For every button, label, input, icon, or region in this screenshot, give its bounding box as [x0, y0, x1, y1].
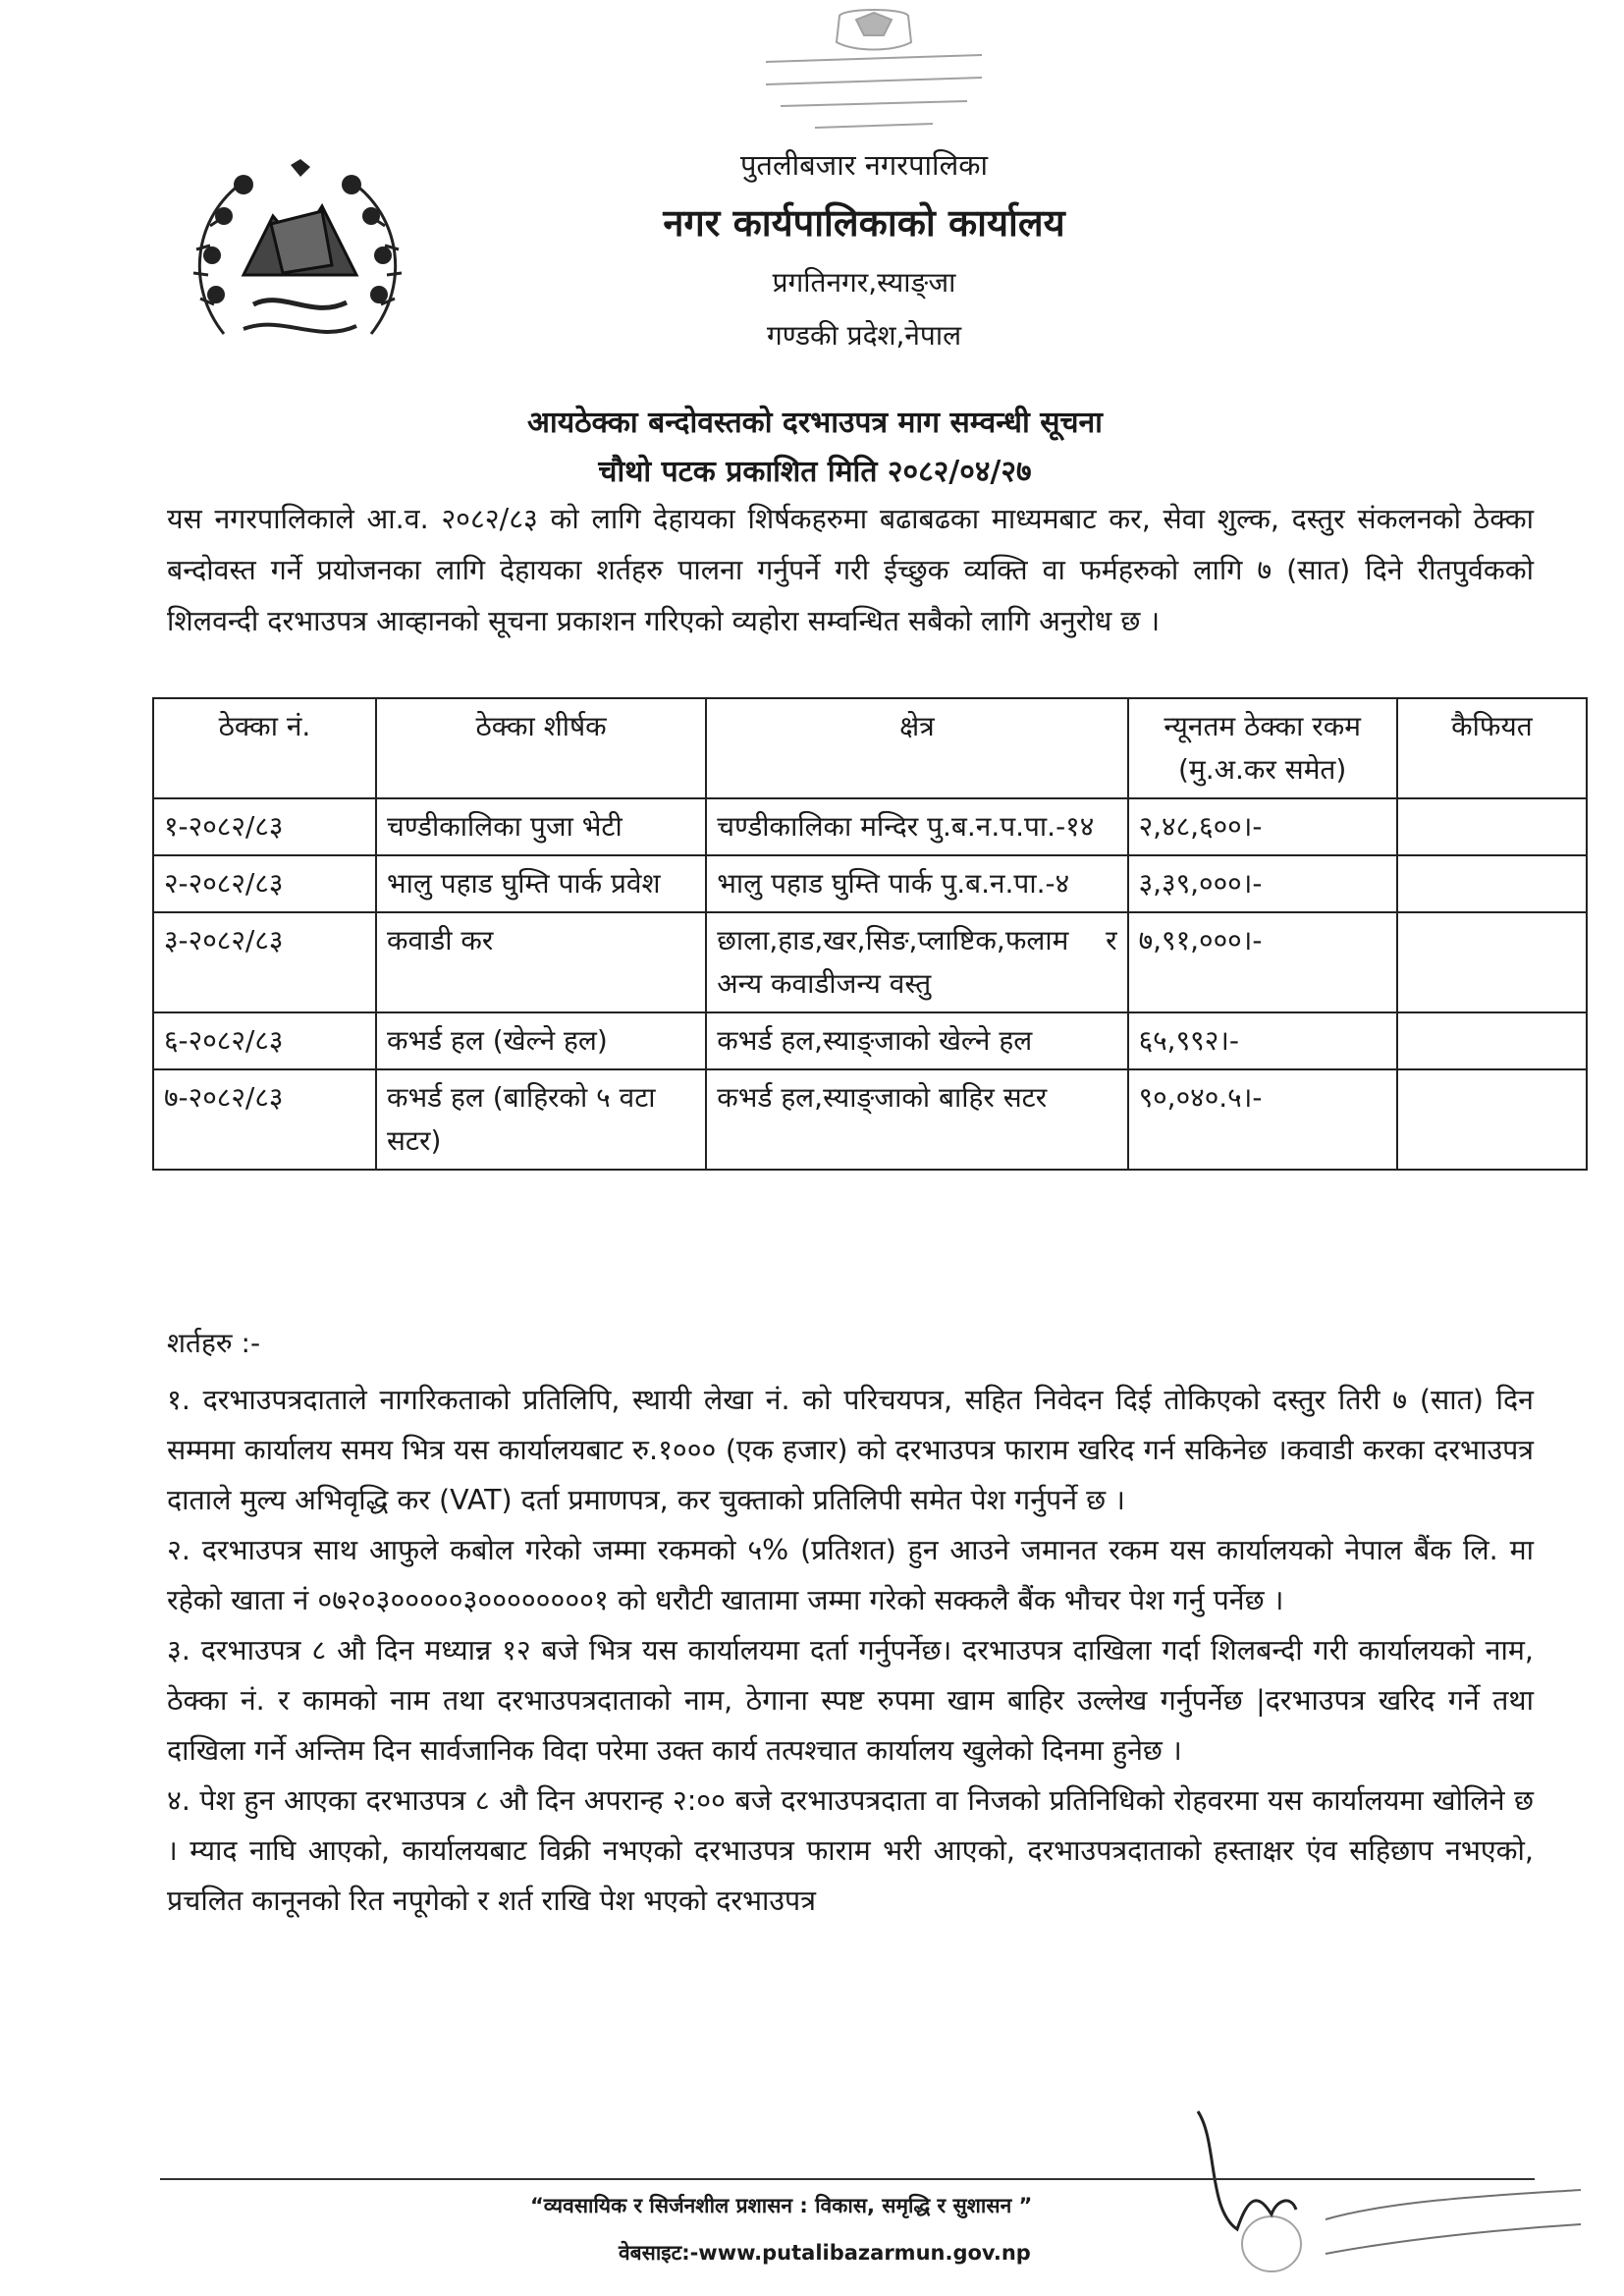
table-row — [153, 798, 1587, 855]
address-line-1: प्रगतिनगर,स्याङ्जा — [772, 266, 956, 299]
contract-area: छाला,हाड,खर,सिङ,प्लाष्टिक,फलाम र अन्य कवाडीजन्य वस्तु — [706, 912, 1127, 1012]
contract-amount: २,४८,६००।- — [1128, 798, 1397, 855]
office-name: नगर कार्यपालिकाको कार्यालय — [663, 201, 1065, 245]
contract-area: भालु पहाड घुम्ति पार्क पु.ब.न.पा.-४ — [706, 855, 1127, 912]
header-area: क्षेत्र — [706, 698, 1127, 798]
table-row — [153, 1012, 1587, 1069]
table-header-row — [153, 698, 1587, 798]
contract-amount: ३,३९,०००।- — [1128, 855, 1397, 912]
contract-no: १-२०८२/८३ — [153, 798, 376, 855]
footer-website: वेबसाइट:-www.putalibazarmun.gov.np — [619, 2241, 1031, 2265]
signature-graphic — [1178, 2082, 1591, 2288]
contract-amount: ७,९१,०००।- — [1128, 912, 1397, 1012]
notice-publication-date: चौथो पटक प्रकाशित मिति २०८२/०४/२७ — [598, 455, 1032, 489]
contract-amount: ९०,०४०.५।- — [1128, 1069, 1397, 1170]
contracts-table — [152, 697, 1588, 1171]
office-stamp-graphic — [746, 8, 1001, 136]
office-stamp — [746, 8, 1001, 136]
header-contract-title: ठेक्का शीर्षक — [376, 698, 706, 798]
address-line-2: गण्डकी प्रदेश,नेपाल — [766, 319, 962, 352]
contract-area: कभर्ड हल,स्याङ्जाको बाहिर सटर — [706, 1069, 1127, 1170]
contract-no: ३-२०८२/८३ — [153, 912, 376, 1012]
signature-stamp — [1178, 2082, 1591, 2288]
header-remarks: कैफियत — [1397, 698, 1587, 798]
conditions-heading: शर्तहरु :- — [167, 1327, 261, 1359]
footer-motto: “व्यवसायिक र सिर्जनशील प्रशासन : विकास, समृद्धि र सुशासन ” — [530, 2194, 1033, 2217]
notice-title: आयठेक्का बन्दोवस्तको दरभाउपत्र माग सम्वन्धी सूचना — [527, 406, 1103, 440]
contract-area: कभर्ड हल,स्याङ्जाको खेल्ने हल — [706, 1012, 1127, 1069]
condition-item: ३. दरभाउपत्र ८ औ दिन मध्यान्न १२ बजे भित्र यस कार्यालयमा दर्ता गर्नुपर्नेछ। दरभाउपत्र दाखिला गर्दा शिलबन्दी गरी कार्यालयको नाम, ठेक्का नं. र कामको नाम तथा दरभाउपत्रदाताको नाम, ठेगाना स्पष्ट रुपमा खाम बाहिर उल्लेख गर्नुपर्नेछ |दरभाउपत्र खरिद गर्ने तथा दाखिला गर्ने अन्तिम दिन सार्वजानिक विदा परेमा उक्त कार्य तत्पश्चात कार्यालय खुलेको दिनमा हुनेछ । — [167, 1634, 1534, 1767]
contract-no: २-२०८२/८३ — [153, 855, 376, 912]
header-minimum-amount: न्यूनतम ठेक्का रकम (मु.अ.कर समेत) — [1128, 698, 1397, 798]
contract-area: चण्डीकालिका मन्दिर पु.ब.न.प.पा.-१४ — [706, 798, 1127, 855]
contract-remarks — [1397, 855, 1587, 912]
contract-title: कभर्ड हल (बाहिरको ५ वटा सटर) — [376, 1069, 706, 1170]
condition-item: ४. पेश हुन आएका दरभाउपत्र ८ औ दिन अपरान्ह २:०० बजे दरभाउपत्रदाता वा निजको प्रतिनिधिको रोहवरमा यस कार्यालयमा खोलिने छ । म्याद नाघि आएको, कार्यालयबाट विक्री नभएको दरभाउपत्र फाराम भरी आएको, दरभाउपत्रदाताको हस्ताक्षर एंव सहिछाप नभएको, प्रचलित कानूनको रित नपूगेको र शर्त राखि पेश भएको दरभाउपत्र — [167, 1784, 1534, 1917]
contract-no: ६-२०८२/८३ — [153, 1012, 376, 1069]
contract-remarks — [1397, 1069, 1587, 1170]
contract-title: चण्डीकालिका पुजा भेटी — [376, 798, 706, 855]
contract-no: ७-२०८२/८३ — [153, 1069, 376, 1170]
table-row — [153, 855, 1587, 912]
table-row — [153, 912, 1587, 1012]
municipality-name: पुतलीबजार नगरपालिका — [739, 148, 989, 182]
condition-item: २. दरभाउपत्र साथ आफुले कबोल गरेको जम्मा रकमको ५% (प्रतिशत) हुन आउने जमानत रकम यस कार्यालयको नेपाल बैंक लि. मा रहेको खाता नं ०७२०३०००००३००००००००१ को धरौटी खातामा जम्मा गरेको सक्कलै बैंक भौचर पेश गर्नु पर्नेछ । — [167, 1534, 1534, 1616]
contract-remarks — [1397, 912, 1587, 1012]
contract-remarks — [1397, 1012, 1587, 1069]
nepal-emblem-icon — [185, 157, 410, 363]
header-contract-no: ठेक्का नं. — [153, 698, 376, 798]
footer-divider — [160, 2178, 1535, 2180]
contract-amount: ६५,९९२।- — [1128, 1012, 1397, 1069]
contract-title: भालु पहाड घुम्ति पार्क प्रवेश — [376, 855, 706, 912]
condition-item: १. दरभाउपत्रदाताले नागरिकताको प्रतिलिपि, स्थायी लेखा नं. को परिचयपत्र, सहित निवेदन दिई तोकिएको दस्तुर तिरी ७ (सात) दिन सम्ममा कार्यालय समय भित्र यस कार्यालयबाट रु.१००० (एक हजार) को दरभाउपत्र फाराम खरिद गर्न सकिनेछ ।कवाडी करका दरभाउपत्र दाताले मुल्य अभिवृद्धि कर (VAT) दर्ता प्रमाणपत्र, कर चुक्ताको प्रतिलिपी समेत पेश गर्नुपर्ने छ । — [167, 1384, 1534, 1516]
contract-title: कवाडी कर — [376, 912, 706, 1012]
notice-intro-paragraph: यस नगरपालिकाले आ.व. २०८२/८३ को लागि देहायका शिर्षकहरुमा बढाबढका माध्यमबाट कर, सेवा शुल्क, दस्तुर संकलनको ठेक्का बन्दोवस्त गर्ने प्रयोजनका लागि देहायका शर्तहरु पालना गर्नुपर्ने गरी ईच्छुक व्यक्ति वा फर्महरुको लागि ७ (सात) दिने रीतपुर्वकको शिलवन्दी दरभाउपत्र आव्हानको सूचना प्रकाशन गरिएको व्यहोरा सम्वन्धित सबैको लागि अनुरोध छ । — [167, 503, 1534, 637]
conditions-list — [167, 1375, 1534, 1926]
contract-remarks — [1397, 798, 1587, 855]
table-row — [153, 1069, 1587, 1170]
contract-title: कभर्ड हल (खेल्ने हल) — [376, 1012, 706, 1069]
